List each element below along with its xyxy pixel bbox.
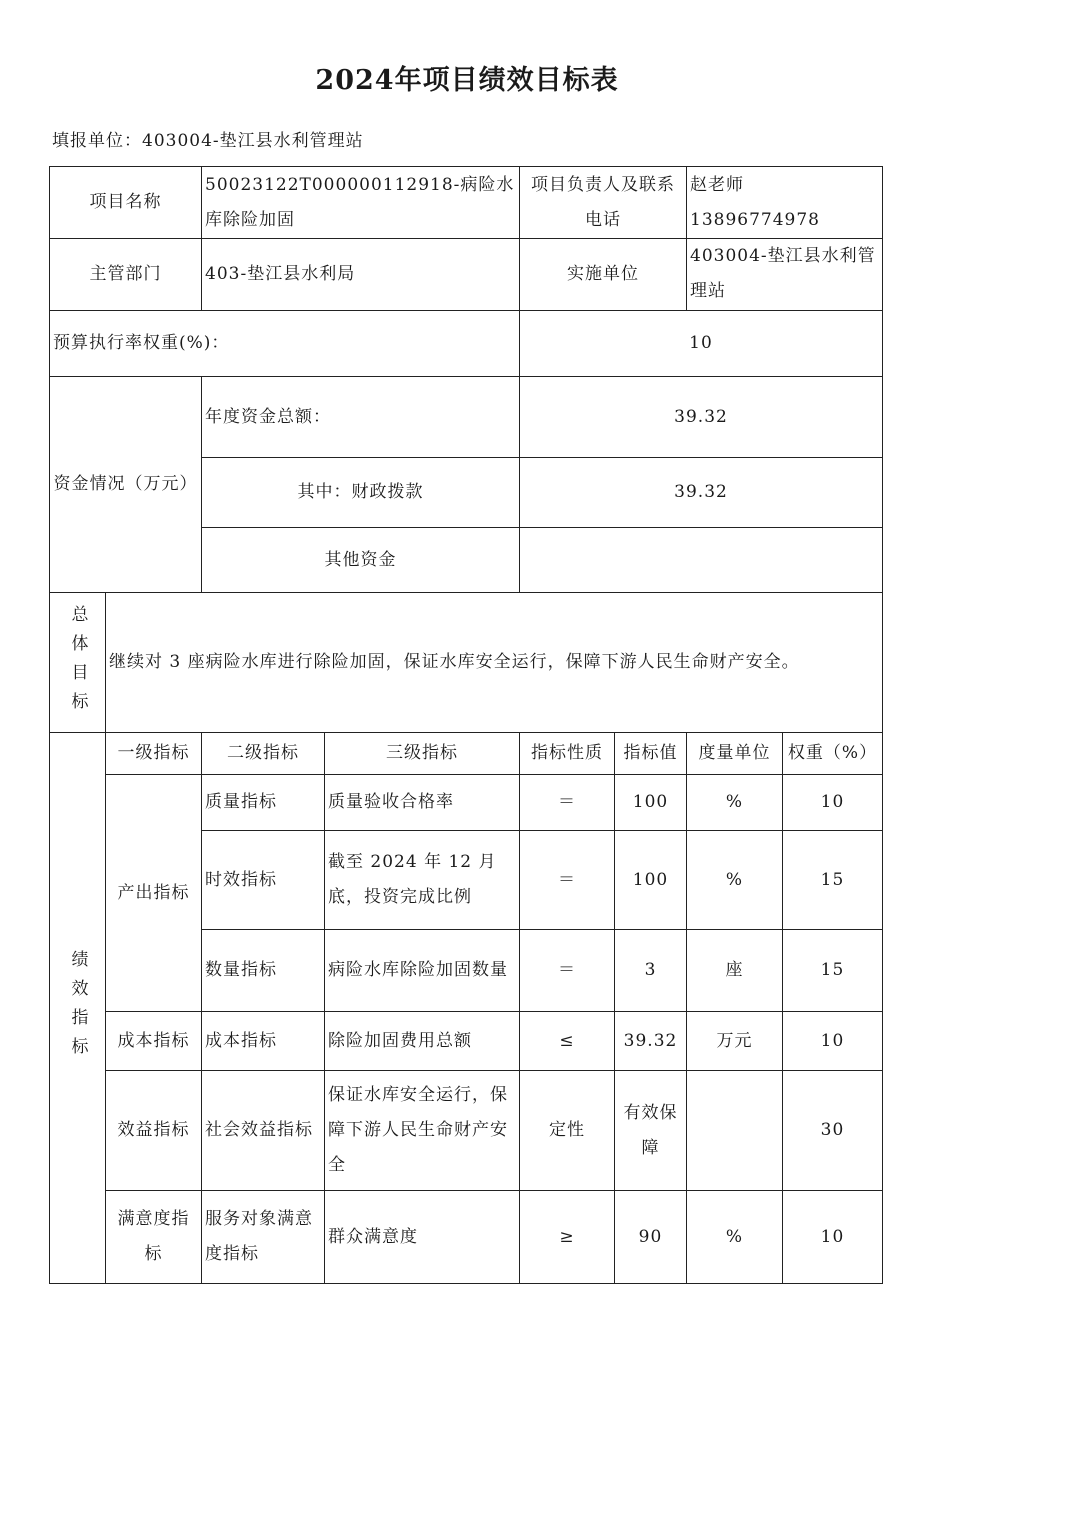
dept-label: 主管部门 (49, 239, 202, 311)
contact-label: 项目负责人及联系电话 (520, 166, 687, 239)
contact-value: 赵老师 13896774978 (687, 166, 883, 239)
level1-output: 产出指标 (106, 775, 202, 1012)
page-title: 2024年项目绩效目标表 (315, 65, 619, 96)
weight-cell: 30 (783, 1071, 883, 1191)
project-name-value: 50023122T000000112918-病险水库除险加固 (202, 166, 520, 239)
header-nature: 指标性质 (520, 733, 615, 775)
funds-total-value: 39.32 (520, 377, 883, 458)
impl-label: 实施单位 (520, 239, 687, 311)
funds-total-label: 年度资金总额： (202, 377, 520, 458)
funds-label: 资金情况（万元） (49, 377, 202, 593)
level2-cell: 数量指标 (202, 930, 325, 1012)
goal-text: 继续对 3 座病险水库进行除险加固，保证水库安全运行，保障下游人民生命财产安全。 (106, 593, 883, 733)
budget-rate-label: 预算执行率权重(%)： (49, 311, 520, 377)
level3-cell: 病险水库除险加固数量 (325, 930, 520, 1012)
weight-cell: 15 (783, 930, 883, 1012)
nature-cell: ＝ (520, 930, 615, 1012)
budget-rate-value: 10 (520, 311, 883, 377)
dept-value: 403-垫江县水利局 (202, 239, 520, 311)
unit-cell: % (687, 1191, 783, 1284)
level2-cell: 时效指标 (202, 831, 325, 930)
level3-cell: 保证水库安全运行，保障下游人民生命财产安全 (325, 1071, 520, 1191)
level2-cell: 社会效益指标 (202, 1071, 325, 1191)
nature-cell: 定性 (520, 1071, 615, 1191)
weight-cell: 10 (783, 775, 883, 831)
performance-target-table (49, 166, 883, 1284)
value-cell: 3 (615, 930, 687, 1012)
value-cell: 100 (615, 775, 687, 831)
nature-cell: ≤ (520, 1012, 615, 1071)
value-cell: 100 (615, 831, 687, 930)
level2-cell: 质量指标 (202, 775, 325, 831)
level2-cell: 成本指标 (202, 1012, 325, 1071)
level1-satisfaction: 满意度指标 (106, 1191, 202, 1284)
header-level1: 一级指标 (106, 733, 202, 775)
level3-cell: 群众满意度 (325, 1191, 520, 1284)
nature-cell: ≥ (520, 1191, 615, 1284)
level2-cell: 服务对象满意度指标 (202, 1191, 325, 1284)
value-cell: 有效保障 (615, 1071, 687, 1191)
weight-cell: 15 (783, 831, 883, 930)
level3-cell: 质量验收合格率 (325, 775, 520, 831)
impl-value: 403004-垫江县水利管理站 (687, 239, 883, 311)
header-level3: 三级指标 (325, 733, 520, 775)
funds-other-value (520, 528, 883, 593)
header-level2: 二级指标 (202, 733, 325, 775)
funds-fiscal-value: 39.32 (520, 458, 883, 528)
header-unit: 度量单位 (687, 733, 783, 775)
funds-fiscal-label: 其中：财政拨款 (202, 458, 520, 528)
project-name-label: 项目名称 (49, 166, 202, 239)
header-value: 指标值 (615, 733, 687, 775)
nature-cell: ＝ (520, 831, 615, 930)
nature-cell: ＝ (520, 775, 615, 831)
level1-cost: 成本指标 (106, 1012, 202, 1071)
level1-benefit: 效益指标 (106, 1071, 202, 1191)
level3-cell: 除险加固费用总额 (325, 1012, 520, 1071)
header-weight: 权重（%） (783, 733, 883, 775)
unit-cell (687, 1071, 783, 1191)
weight-cell: 10 (783, 1191, 883, 1284)
funds-other-label: 其他资金 (202, 528, 520, 593)
value-cell: 39.32 (615, 1012, 687, 1071)
goal-label: 总体目标 (49, 593, 106, 733)
unit-cell: % (687, 831, 783, 930)
level3-cell: 截至 2024 年 12 月底，投资完成比例 (325, 831, 520, 930)
unit-cell: % (687, 775, 783, 831)
unit-cell: 万元 (687, 1012, 783, 1071)
indicators-label: 绩效指标 (49, 733, 106, 1284)
value-cell: 90 (615, 1191, 687, 1284)
reporting-unit: 填报单位：403004-垫江县水利管理站 (52, 131, 364, 151)
unit-cell: 座 (687, 930, 783, 1012)
weight-cell: 10 (783, 1012, 883, 1071)
